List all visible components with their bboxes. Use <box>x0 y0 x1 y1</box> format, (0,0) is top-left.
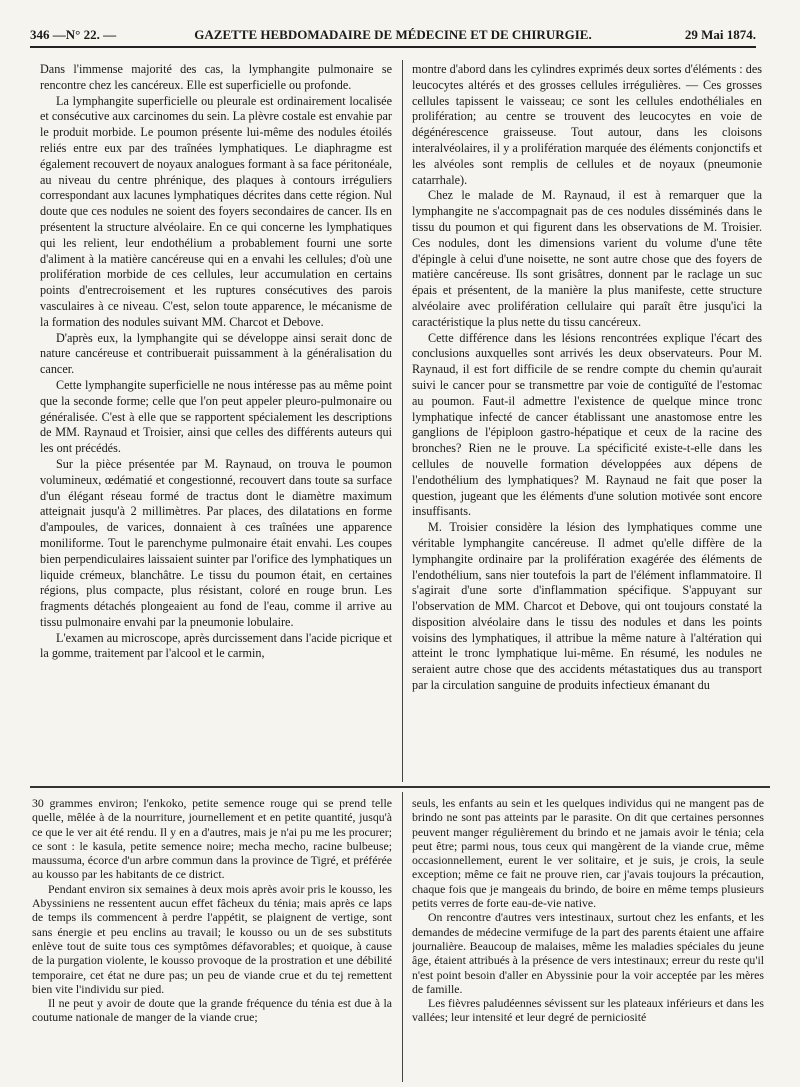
paragraph: 30 grammes environ; l'enkoko, petite semence rouge qui se prend telle quelle, mêlée à de la nourriture, journellement et en petite quantité, jusqu'à ce que le ver ait été rendu. Il y en a d'autres, mais je n'ai pu me les procurer; ce sont : le kasula, petite semence noire; mecha mecho, racine bulbeuse; maussuma, écorce d'un arbre commun dans la province de Tigré, et préférée au kousso par les habitants de ce district. <box>32 796 392 882</box>
paragraph: Il ne peut y avoir de doute que la grande fréquence du ténia est due à la coutume nationale de manger de la viande crue; <box>32 996 392 1025</box>
article-column-bottom-left <box>32 796 392 1078</box>
paragraph: seuls, les enfants au sein et les quelques individus qui ne mangent pas de brindo ne sont pas atteints par le parasite. On dit que certaines personnes peuvent manger régulièrement du brindo et ne jamais avoir le ténia; cela peut être; parmi nous, tous ceux qui mangèrent de la viande crue, même occasionnellement, eurent le ver solitaire, et je suis, je crois, la seule exception; même ce fait ne prouve rien, car j'avais toujours la précaution, chaque fois que je mangeais du brindo, de boire en même temps plusieurs petits verres de forte eau-de-vie native. <box>412 796 764 911</box>
section-divider <box>30 786 770 788</box>
paragraph: Pendant environ six semaines à deux mois après avoir pris le kousso, les Abyssiniens ne ressentent aucun effet fâcheux du ténia; mais après ce laps de temps ils commencent à perdre l'appétit, se plaignent de vertige, sont sans énergie et peu enclins au travail; le kousso ou un de ses substituts enlève tout de suite tous ces symptômes défavorables; et quoique, à cause de la purgation violente, le kousso provoque de la prostration et une débilité temporaire, cet état ne dure pas; un peu de viande crue et du tej remettent bien vite l'individu sur pied. <box>32 881 392 996</box>
page-number: 346 —N° 22. — <box>30 27 117 42</box>
paragraph: Chez le malade de M. Raynaud, il est à remarquer que la lymphangite ne s'accompagnait pas de ces nodules disséminés dans le tissu du poumon et qui figurent dans les observations de M. Troisier. Ces nodules, dont les dimensions varient du volume d'une tête d'épingle à celui d'une noisette, ne sont autre chose que des foyers de matière cancéreuse. Ils sont grisâtres, donnent par le raclage un suc épais et présentent, de la manière la plus manifeste, cette structure alvéolaire avec prolifération cellulaire qui paraît être jusqu'ici la caractéristique la plus nette du tissu cancéreux. <box>412 188 762 329</box>
page-header <box>30 24 756 48</box>
paragraph: Les fièvres paludéennes sévissent sur les plateaux inférieurs et dans les vallées; leur intensité et leur degré de perniciosité <box>412 996 764 1025</box>
article-column-bottom-right <box>412 796 764 1078</box>
paragraph: L'examen au microscope, après durcissement dans l'acide picrique et la gomme, traitement par l'alcool et le carmin, <box>40 630 392 661</box>
article-column-top-left <box>40 62 392 780</box>
journal-title: GAZETTE HEBDOMADAIRE DE MÉDECINE ET DE CHIRURGIE. <box>194 27 592 42</box>
paragraph: Cette lymphangite superficielle ne nous intéresse pas au même point que la seconde forme; celle que l'on peut appeler pleuro-pulmonaire ou généralisée. C'est à elle que se rapportent spécialement les descriptions de MM. Raynaud et Troisier, ainsi que celles des différents auteurs qui les ont précédés. <box>40 377 392 456</box>
column-divider-top <box>402 60 403 782</box>
paragraph: montre d'abord dans les cylindres exprimés deux sortes d'éléments : des leucocytes altérés et des grosses cellules irrégulières. — Ces grosses cellules tapissent le vaisseau; ce sont les cellules endothéliales en prolifération; au centre se trouvent des leucocytes en voie de dégénérescence graisseuse. Tout autour, dans les cloisons interalvéolaires, il y a prolifération marquée des éléments conjonctifs et les alvéoles sont remplis de cellules et de noyaux (pneumonie catarrhale). <box>412 62 762 187</box>
article-column-top-right <box>412 62 762 780</box>
paragraph: Sur la pièce présentée par M. Raynaud, on trouva le poumon volumineux, œdématié et congestionné, recouvert dans toute sa surface d'un élégant réseau formé de tractus dont le diamètre maximum atteignait jusqu'à 2 millimètres. Par places, des dilatations en forme d'ampoules, de varices, donnaient à ces traînées une apparence moniliforme. Tout le parenchyme pulmonaire était envahi. Les coupes bien perpendiculaires laissaient suinter par l'orifice des lymphatiques un liquide crémeux, blanchâtre. Le tissu du poumon était, en certaines régions, plus compacte, plus résistant, coloré en rouge brun. Les fragments détachés plongeaient au fond de l'eau, comme il arrive au tissu pulmonaire envahi par la pneumonie lobulaire. <box>40 456 392 629</box>
column-divider-bottom <box>402 792 403 1082</box>
paragraph: D'après eux, la lymphangite qui se développe ainsi serait donc de nature cancéreuse et contribuerait puissamment à la généralisation du cancer. <box>40 330 392 377</box>
paragraph: La lymphangite superficielle ou pleurale est ordinairement localisée et consécutive aux carcinomes du sein. La plèvre costale est envahie par le produit morbide. Le poumon présente lui-même des nodules étoilés reliés entre eux par des traînées lymphatiques. Le diaphragme est également recouvert de noyaux analogues formant à sa face péritonéale, au niveau du centre phrénique, des plaques à contours irréguliers correspondant aux lacunes lymphatiques décrites dans cette région. Nul doute que ces nodules ne soient des foyers secondaires de cancer. Ils en présentent la structure alvéolaire. En ce qui concerne les lymphatiques qui les relient, leur endothélium a probablement fourni une sorte d'aliment à la matière cancéreuse qui en a envahi les cellules; d'où une prolifération morbide de ces cellules, leur accumulation en certains points d'entrecroisement et les ruptures consécutives des parois vasculaires à ce niveau. C'est, selon toute apparence, le mécanisme de la formation des nodules suivant MM. Charcot et Debove. <box>40 93 392 329</box>
paragraph: M. Troisier considère la lésion des lymphatiques comme une véritable lymphangite cancéreuse. Il admet qu'elle diffère de la lymphangite ordinaire par la prolifération exagérée des éléments de l'endothélium, sans nier toutefois la part de l'élément inflammatoire. Il s'agirait d'une sorte d'inflammation spécifique. S'appuyant sur l'observation de MM. Charcot et Debove, qui ont toujours constaté la disposition alvéolaire dans le tissu des nodules et dans les points voisins des lymphatiques, il attribue la même nature à l'altération qui atteint le tronc lymphatique lui-même. En résumé, les nodules ne seraient autre chose que des accidents métastatiques dus au transport par la circulation sanguine de produits infectieux émanant du <box>412 520 762 693</box>
issue-date: 29 Mai 1874. <box>684 27 756 42</box>
paragraph: Cette différence dans les lésions rencontrées explique l'écart des conclusions auxquelles sont arrivés les deux observateurs. Pour M. Raynaud, il est fort difficile de se rendre compte du chemin qu'aurait suivi le cancer pour se transmettre par voie de contiguïté de l'estomac au poumon. Faut-il admettre l'existence de quelque mince tronc lymphatique infecté de cancer établissant une anastomose entre les ganglions de l'épiploon gastro-hépatique et ceux de la racine des bronches? Rien ne le prouve. La spécificité existe-t-elle dans les cellules de nouvelle formation développées aux dépens de l'endothélium des lymphatiques? M. Raynaud ne fait que poser la question, jugeant que les éléments d'une solution motivée sont encore insuffisants. <box>412 330 762 519</box>
paragraph: On rencontre d'autres vers intestinaux, surtout chez les enfants, et les demandes de médecine vermifuge de la part des parents étaient une affaire journalière. Beaucoup de malaises, même les maladies spéciales du jeune âge, étaient attribués à la présence de vers intestinaux; erreur du reste qu'il n'est point besoin d'aller en Abyssinie pour la voir acceptée par les mères de famille. <box>412 910 764 996</box>
paragraph: Dans l'immense majorité des cas, la lymphangite pulmonaire se rencontre chez les cancéreux. Elle est superficielle ou profonde. <box>40 62 392 92</box>
